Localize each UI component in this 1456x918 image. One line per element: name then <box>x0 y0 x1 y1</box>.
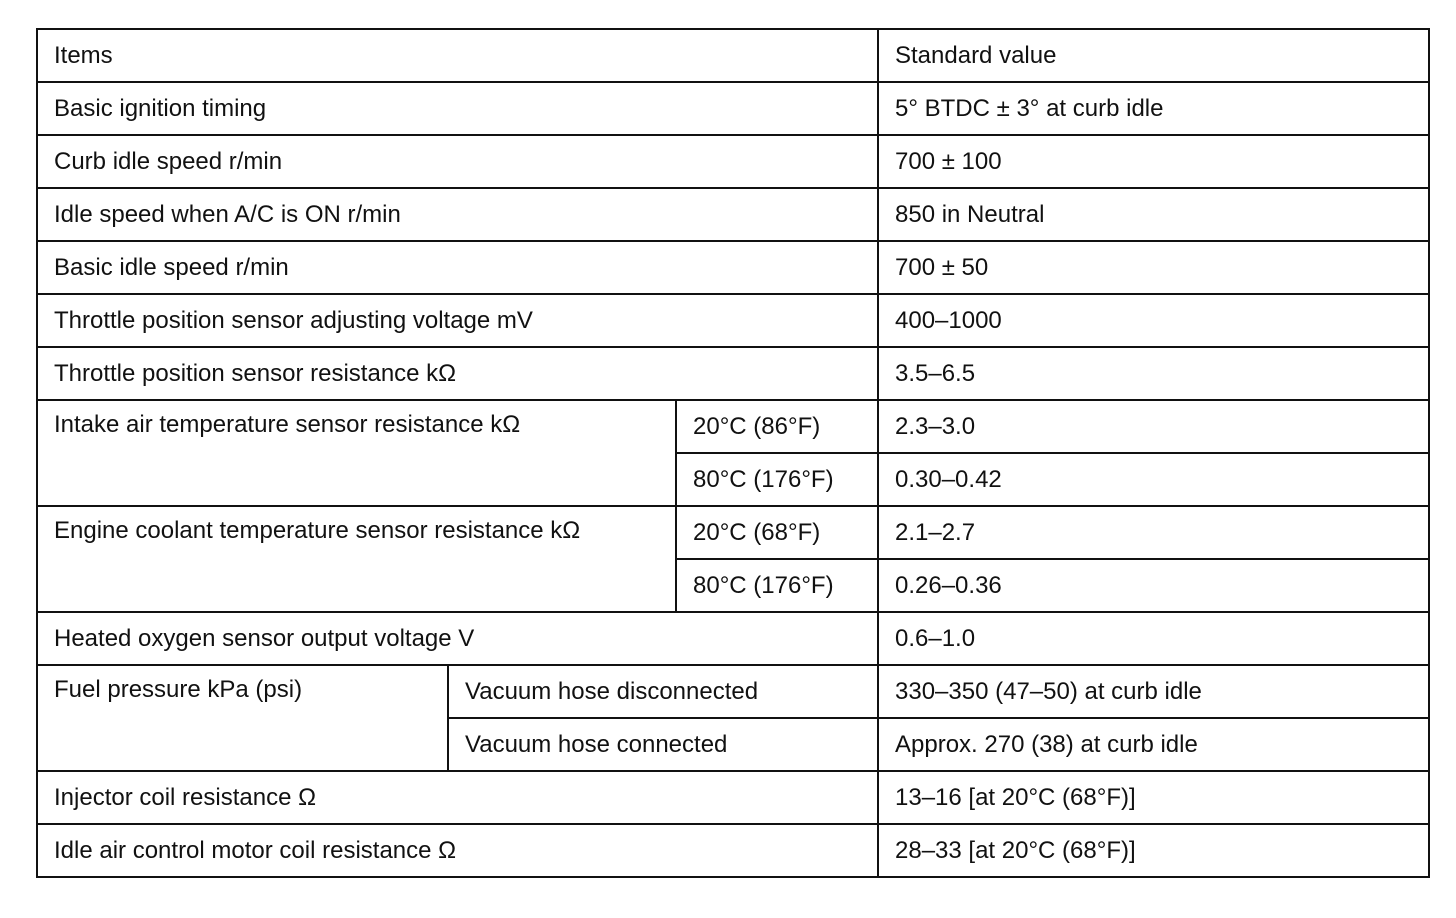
row-condition: 20°C (86°F) <box>676 400 878 453</box>
row-value: 400–1000 <box>878 294 1429 347</box>
row-item: Intake air temperature sensor resistance kΩ <box>37 400 676 506</box>
row-value: 0.26–0.36 <box>878 559 1429 612</box>
row-value: 850 in Neutral <box>878 188 1429 241</box>
row-item: Heated oxygen sensor output voltage V <box>37 612 878 665</box>
table-row <box>37 188 1429 241</box>
table-row <box>37 612 1429 665</box>
row-value: 0.30–0.42 <box>878 453 1429 506</box>
row-value: 330–350 (47–50) at curb idle <box>878 665 1429 718</box>
row-item: Throttle position sensor adjusting voltage mV <box>37 294 878 347</box>
row-item: Injector coil resistance Ω <box>37 771 878 824</box>
row-value: 700 ± 100 <box>878 135 1429 188</box>
header-standard-value: Standard value <box>878 29 1429 82</box>
row-item: Idle air control motor coil resistance Ω <box>37 824 878 877</box>
table-header-row <box>37 29 1429 82</box>
row-value: 0.6–1.0 <box>878 612 1429 665</box>
row-value: 28–33 [at 20°C (68°F)] <box>878 824 1429 877</box>
row-condition: 20°C (68°F) <box>676 506 878 559</box>
row-value: 2.3–3.0 <box>878 400 1429 453</box>
row-item: Fuel pressure kPa (psi) <box>37 665 448 771</box>
table-row <box>37 82 1429 135</box>
row-value: 700 ± 50 <box>878 241 1429 294</box>
row-item: Basic idle speed r/min <box>37 241 878 294</box>
row-condition: 80°C (176°F) <box>676 453 878 506</box>
header-items: Items <box>37 29 878 82</box>
table-row <box>37 400 1429 453</box>
row-value: 13–16 [at 20°C (68°F)] <box>878 771 1429 824</box>
table-row <box>37 665 1429 718</box>
row-item: Curb idle speed r/min <box>37 135 878 188</box>
row-condition: 80°C (176°F) <box>676 559 878 612</box>
table-row <box>37 347 1429 400</box>
row-item: Basic ignition timing <box>37 82 878 135</box>
row-value: Approx. 270 (38) at curb idle <box>878 718 1429 771</box>
table-row <box>37 506 1429 559</box>
row-condition: Vacuum hose connected <box>448 718 878 771</box>
table-row <box>37 771 1429 824</box>
row-value: 5° BTDC ± 3° at curb idle <box>878 82 1429 135</box>
row-item: Engine coolant temperature sensor resistance kΩ <box>37 506 676 612</box>
table-row <box>37 294 1429 347</box>
row-item: Throttle position sensor resistance kΩ <box>37 347 878 400</box>
specification-table <box>36 28 1430 878</box>
row-item: Idle speed when A/C is ON r/min <box>37 188 878 241</box>
table-row <box>37 135 1429 188</box>
row-value: 2.1–2.7 <box>878 506 1429 559</box>
row-value: 3.5–6.5 <box>878 347 1429 400</box>
row-condition: Vacuum hose disconnected <box>448 665 878 718</box>
table-row <box>37 824 1429 877</box>
table-row <box>37 241 1429 294</box>
